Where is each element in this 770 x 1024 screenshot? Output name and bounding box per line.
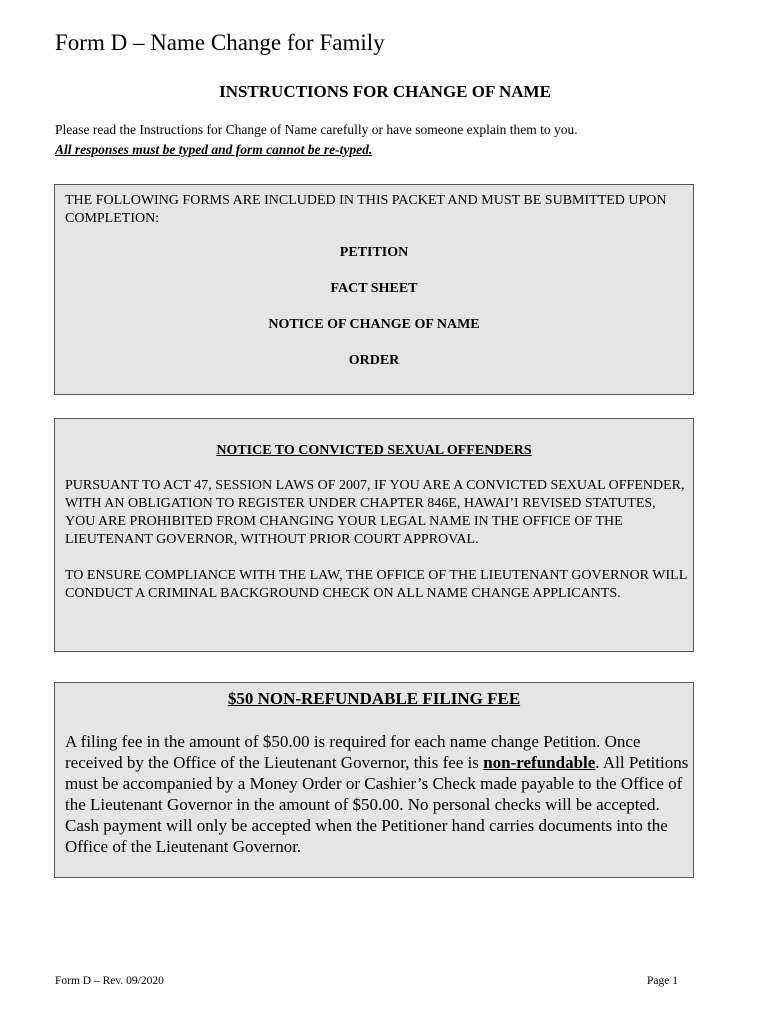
form-item-petition: PETITION [339,245,409,260]
filing-fee-text-end: . All Petitions must be accompanied by a Money Order or Cashier’s Check made payable to the Office of the Lieutenant Governor in the amount of $50.00. No personal checks will be accepted. Cash payment will only be accepted when the Petitioner hand carries documents into the Office of the Lieutenant Governor. [65,753,689,856]
form-item-order: ORDER [348,353,400,368]
form-title: Form D – Name Change for Family [55,30,385,55]
footer-page-number: Page 1 [647,975,678,987]
page-heading: INSTRUCTIONS FOR CHANGE OF NAME [219,82,551,101]
compliance-paragraph: TO ENSURE COMPLIANCE WITH THE LAW, THE OFFICE OF THE LIEUTENANT GOVERNOR WILL CONDUCT A CRIMINAL BACKGROUND CHECK ON ALL NAME CHANGE APPLICANTS. [65,568,687,601]
included-forms-intro: THE FOLLOWING FORMS ARE INCLUDED IN THIS PACKET AND MUST BE SUBMITTED UPON COMPLETION: [65,193,667,226]
form-item-fact-sheet: FACT SHEET [330,281,418,296]
offender-notice-heading: NOTICE TO CONVICTED SEXUAL OFFENDERS [216,443,532,458]
footer-revision: Form D – Rev. 09/2020 [55,975,164,987]
filing-fee-heading: $50 NON-REFUNDABLE FILING FEE [227,689,521,708]
filing-fee-text-start: A filing fee in the amount of $50.00 is required for each name change Petition. Once received by the Office of the Lieutenant Governor, this fee is [65,732,641,772]
offender-notice-paragraph: PURSUANT TO ACT 47, SESSION LAWS OF 2007, IF YOU ARE A CONVICTED SEXUAL OFFENDER, WITH AN OBLIGATION TO REGISTER UNDER CHAPTER 846E, HAWAI’I REVISED STATUTES, YOU ARE PROHIBITED FROM CHANGING YOUR LEGAL NAME IN THE OFFICE OF THE LIEUTENANT GOVERNOR, WITHOUT PRIOR COURT APPROVAL. [65,478,685,547]
non-refundable-emphasis: non-refundable [483,753,596,772]
included-forms-box [54,184,694,395]
filing-fee-text [65,731,689,857]
offender-notice-box [54,418,694,652]
form-item-notice: NOTICE OF CHANGE OF NAME [268,317,480,332]
intro-requirement: All responses must be typed and form cannot be re-typed. [55,142,373,157]
filing-fee-box [54,682,694,878]
intro-text: Please read the Instructions for Change of Name carefully or have someone explain them to you. [55,122,578,137]
